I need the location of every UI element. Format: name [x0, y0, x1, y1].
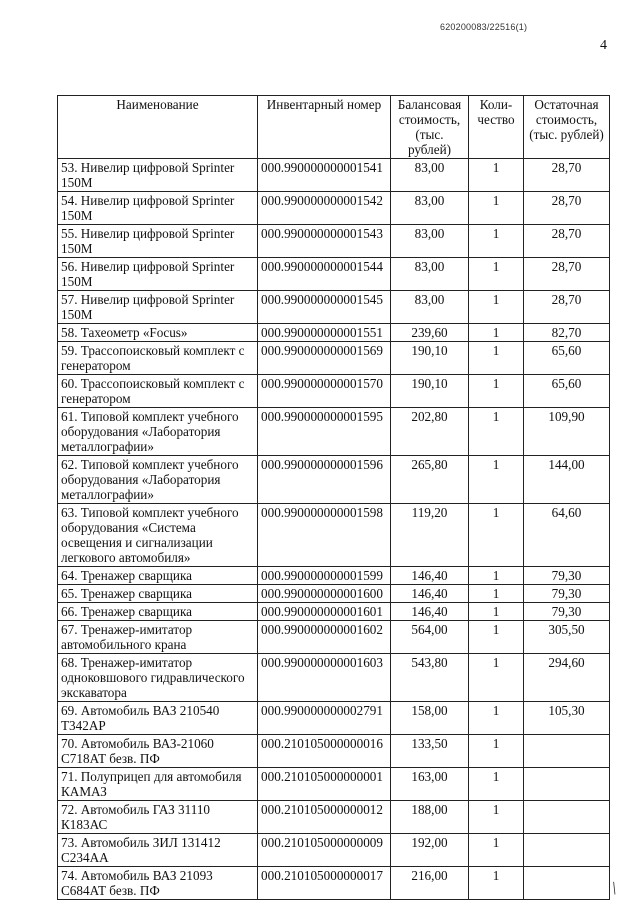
- table-row: [58, 867, 610, 900]
- cell-balance-cost: 119,20: [391, 504, 469, 567]
- header-quantity: Коли-чество: [469, 96, 524, 159]
- table-row: [58, 375, 610, 408]
- cell-name: 66. Тренажер сварщика: [58, 603, 258, 621]
- cell-balance-cost: 265,80: [391, 456, 469, 504]
- cell-balance-cost: 83,00: [391, 159, 469, 192]
- cell-residual-cost: 65,60: [524, 342, 610, 375]
- cell-balance-cost: 190,10: [391, 342, 469, 375]
- cell-name: 62. Типовой комплект учебного оборудования «Лаборатория металлографии»: [58, 456, 258, 504]
- cell-residual-cost: 79,30: [524, 585, 610, 603]
- table-row: [58, 258, 610, 291]
- table-row: [58, 585, 610, 603]
- cell-name: 59. Трассопоисковый комплект с генератором: [58, 342, 258, 375]
- cell-balance-cost: 133,50: [391, 735, 469, 768]
- cell-name: 73. Автомобиль ЗИЛ 131412 С234АА: [58, 834, 258, 867]
- cell-quantity: 1: [469, 768, 524, 801]
- cell-quantity: 1: [469, 375, 524, 408]
- cell-inventory-number: 000.990000000001545: [258, 291, 391, 324]
- cell-balance-cost: 239,60: [391, 324, 469, 342]
- cell-inventory-number: 000.990000000001542: [258, 192, 391, 225]
- cell-inventory-number: 000.990000000002791: [258, 702, 391, 735]
- cell-quantity: 1: [469, 603, 524, 621]
- table-row: [58, 567, 610, 585]
- cell-residual-cost: 64,60: [524, 504, 610, 567]
- cell-residual-cost: 28,70: [524, 258, 610, 291]
- cell-inventory-number: 000.990000000001541: [258, 159, 391, 192]
- cell-residual-cost: [524, 768, 610, 801]
- cell-quantity: 1: [469, 291, 524, 324]
- cell-quantity: 1: [469, 621, 524, 654]
- cell-residual-cost: 305,50: [524, 621, 610, 654]
- cell-balance-cost: 543,80: [391, 654, 469, 702]
- document-id: 620200083/22516(1): [440, 22, 528, 32]
- cell-inventory-number: 000.990000000001543: [258, 225, 391, 258]
- table-row: [58, 342, 610, 375]
- cell-name: 57. Нивелир цифровой Sprinter 150M: [58, 291, 258, 324]
- cell-balance-cost: 163,00: [391, 768, 469, 801]
- cell-balance-cost: 146,40: [391, 603, 469, 621]
- cell-balance-cost: 564,00: [391, 621, 469, 654]
- cell-balance-cost: 146,40: [391, 567, 469, 585]
- cell-residual-cost: 28,70: [524, 225, 610, 258]
- cell-residual-cost: [524, 867, 610, 900]
- cell-residual-cost: [524, 834, 610, 867]
- inventory-table: [57, 95, 610, 900]
- header-inventory-number: Инвентарный номер: [258, 96, 391, 159]
- signature-mark: /: [607, 877, 621, 899]
- header-balance-cost: Балансовая стоимость, (тыс. рублей): [391, 96, 469, 159]
- cell-residual-cost: 79,30: [524, 603, 610, 621]
- cell-name: 54. Нивелир цифровой Sprinter 150M: [58, 192, 258, 225]
- cell-residual-cost: [524, 735, 610, 768]
- table-row: [58, 504, 610, 567]
- cell-inventory-number: 000.210105000000016: [258, 735, 391, 768]
- cell-residual-cost: 82,70: [524, 324, 610, 342]
- cell-quantity: 1: [469, 408, 524, 456]
- cell-balance-cost: 188,00: [391, 801, 469, 834]
- cell-quantity: 1: [469, 504, 524, 567]
- table-row: [58, 702, 610, 735]
- cell-name: 60. Трассопоисковый комплект с генератором: [58, 375, 258, 408]
- table-row: [58, 324, 610, 342]
- table-row: [58, 834, 610, 867]
- cell-quantity: 1: [469, 801, 524, 834]
- cell-quantity: 1: [469, 324, 524, 342]
- cell-balance-cost: 158,00: [391, 702, 469, 735]
- table-row: [58, 408, 610, 456]
- cell-name: 68. Тренажер-имитатор одноковшового гидравлического экскаватора: [58, 654, 258, 702]
- cell-balance-cost: 146,40: [391, 585, 469, 603]
- cell-balance-cost: 83,00: [391, 225, 469, 258]
- cell-inventory-number: 000.990000000001551: [258, 324, 391, 342]
- cell-residual-cost: 65,60: [524, 375, 610, 408]
- cell-quantity: 1: [469, 654, 524, 702]
- cell-quantity: 1: [469, 225, 524, 258]
- cell-balance-cost: 83,00: [391, 258, 469, 291]
- cell-name: 53. Нивелир цифровой Sprinter 150M: [58, 159, 258, 192]
- header-residual-cost: Остаточная стоимость, (тыс. рублей): [524, 96, 610, 159]
- cell-residual-cost: 28,70: [524, 291, 610, 324]
- cell-quantity: 1: [469, 567, 524, 585]
- cell-quantity: 1: [469, 735, 524, 768]
- cell-quantity: 1: [469, 834, 524, 867]
- cell-inventory-number: 000.990000000001570: [258, 375, 391, 408]
- cell-inventory-number: 000.990000000001598: [258, 504, 391, 567]
- cell-name: 56. Нивелир цифровой Sprinter 150M: [58, 258, 258, 291]
- cell-residual-cost: 144,00: [524, 456, 610, 504]
- table-row: [58, 768, 610, 801]
- cell-quantity: 1: [469, 159, 524, 192]
- page-number: 4: [600, 38, 607, 53]
- cell-name: 64. Тренажер сварщика: [58, 567, 258, 585]
- table-row: [58, 192, 610, 225]
- cell-residual-cost: 294,60: [524, 654, 610, 702]
- cell-name: 72. Автомобиль ГАЗ 31110 К183АС: [58, 801, 258, 834]
- cell-residual-cost: 28,70: [524, 192, 610, 225]
- cell-inventory-number: 000.990000000001569: [258, 342, 391, 375]
- header-name: Наименование: [58, 96, 258, 159]
- cell-quantity: 1: [469, 342, 524, 375]
- cell-quantity: 1: [469, 258, 524, 291]
- cell-residual-cost: 28,70: [524, 159, 610, 192]
- cell-balance-cost: 83,00: [391, 291, 469, 324]
- cell-residual-cost: [524, 801, 610, 834]
- cell-residual-cost: 79,30: [524, 567, 610, 585]
- cell-quantity: 1: [469, 456, 524, 504]
- cell-quantity: 1: [469, 585, 524, 603]
- cell-name: 63. Типовой комплект учебного оборудования «Система освещения и сигнализации легкового автомобиля»: [58, 504, 258, 567]
- cell-balance-cost: 192,00: [391, 834, 469, 867]
- cell-inventory-number: 000.210105000000012: [258, 801, 391, 834]
- table-row: [58, 654, 610, 702]
- cell-balance-cost: 190,10: [391, 375, 469, 408]
- cell-inventory-number: 000.990000000001602: [258, 621, 391, 654]
- cell-inventory-number: 000.210105000000009: [258, 834, 391, 867]
- cell-name: 65. Тренажер сварщика: [58, 585, 258, 603]
- cell-balance-cost: 202,80: [391, 408, 469, 456]
- cell-quantity: 1: [469, 867, 524, 900]
- cell-name: 61. Типовой комплект учебного оборудования «Лаборатория металлографии»: [58, 408, 258, 456]
- cell-name: 67. Тренажер-имитатор автомобильного крана: [58, 621, 258, 654]
- cell-inventory-number: 000.990000000001544: [258, 258, 391, 291]
- table-body: [58, 159, 610, 900]
- cell-name: 71. Полуприцеп для автомобиля КАМАЗ: [58, 768, 258, 801]
- cell-inventory-number: 000.990000000001595: [258, 408, 391, 456]
- cell-balance-cost: 216,00: [391, 867, 469, 900]
- cell-balance-cost: 83,00: [391, 192, 469, 225]
- cell-name: 70. Автомобиль ВАЗ-21060 С718АТ безв. ПФ: [58, 735, 258, 768]
- table-row: [58, 735, 610, 768]
- table-row: [58, 603, 610, 621]
- cell-inventory-number: 000.990000000001603: [258, 654, 391, 702]
- cell-inventory-number: 000.990000000001596: [258, 456, 391, 504]
- cell-residual-cost: 109,90: [524, 408, 610, 456]
- table-row: [58, 621, 610, 654]
- cell-inventory-number: 000.990000000001599: [258, 567, 391, 585]
- cell-name: 74. Автомобиль ВАЗ 21093 С684АТ безв. ПФ: [58, 867, 258, 900]
- table-row: [58, 159, 610, 192]
- cell-name: 58. Тахеометр «Focus»: [58, 324, 258, 342]
- cell-name: 69. Автомобиль ВАЗ 210540 Т342АР: [58, 702, 258, 735]
- cell-name: 55. Нивелир цифровой Sprinter 150M: [58, 225, 258, 258]
- table-header-row: [58, 96, 610, 159]
- cell-inventory-number: 000.210105000000017: [258, 867, 391, 900]
- table-row: [58, 801, 610, 834]
- cell-inventory-number: 000.990000000001600: [258, 585, 391, 603]
- table-row: [58, 456, 610, 504]
- cell-inventory-number: 000.210105000000001: [258, 768, 391, 801]
- table-row: [58, 291, 610, 324]
- cell-residual-cost: 105,30: [524, 702, 610, 735]
- cell-inventory-number: 000.990000000001601: [258, 603, 391, 621]
- cell-quantity: 1: [469, 702, 524, 735]
- cell-quantity: 1: [469, 192, 524, 225]
- table-row: [58, 225, 610, 258]
